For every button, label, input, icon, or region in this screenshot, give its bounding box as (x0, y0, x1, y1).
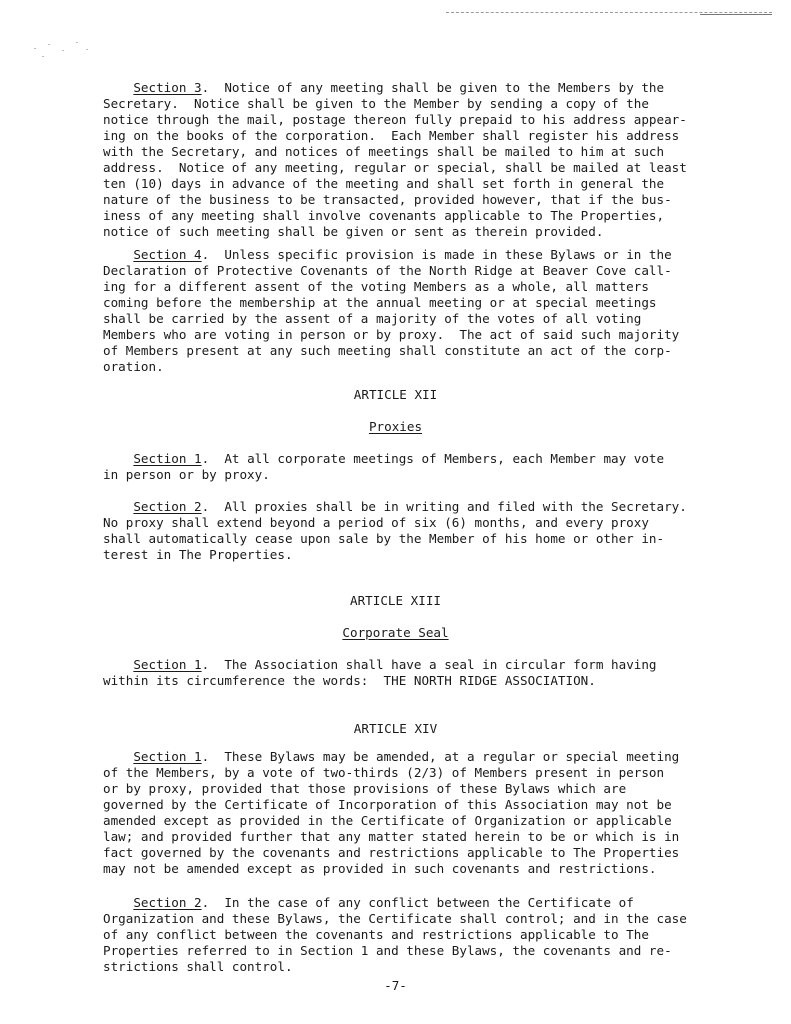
text-line: strictions shall control. (103, 959, 293, 974)
section-label: Section 1 (133, 657, 202, 672)
section-paragraph (103, 451, 703, 483)
section-label: Section 2 (133, 499, 202, 514)
text-line: ing on the books of the corporation. Each Member shall register his address (103, 128, 680, 143)
text-line: Organization and these Bylaws, the Certificate shall control; and in the case (103, 911, 687, 926)
text-line: Section 2. In the case of any conflict between the Certificate of (133, 895, 634, 910)
section-paragraph (103, 247, 703, 375)
section-paragraph (103, 749, 703, 877)
text-line: address. Notice of any meeting, regular or special, shall be mailed at least (103, 160, 687, 175)
text-line: Properties referred to in Section 1 and these Bylaws, the covenants and re- (103, 943, 672, 958)
text-line: in person or by proxy. (103, 467, 270, 482)
text-line: within its circumference the words: THE NORTH RIDGE ASSOCIATION. (103, 673, 596, 688)
text-line: Declaration of Protective Covenants of the North Ridge at Beaver Cove call- (103, 263, 672, 278)
section-label: Section 1 (133, 451, 202, 466)
text-line: Section 2. All proxies shall be in writing and filed with the Secretary. (133, 499, 687, 514)
text-line: Section 3. Notice of any meeting shall be given to the Members by the (133, 80, 665, 95)
text-line: Members who are voting in person or by proxy. The act of said such majority (103, 327, 680, 342)
article-heading: ARTICLE XIV (353, 721, 438, 736)
text-line: Section 1. The Association shall have a seal in circular form having (133, 657, 657, 672)
text-line: terest in The Properties. (103, 547, 293, 562)
text-line: Section 1. At all corporate meetings of Members, each Member may vote (133, 451, 665, 466)
section-label: Section 3 (133, 80, 202, 95)
text-line: law; and provided further that any matter stated herein to be or which is in (103, 829, 680, 844)
text-line: shall automatically cease upon sale by the Member of his home or other in- (103, 531, 665, 546)
text-line: oration. (103, 359, 164, 374)
section-label: Section 4 (133, 247, 202, 262)
text-line: ing for a different assent of the voting Members as a whole, all matters (103, 279, 649, 294)
text-line: Secretary. Notice shall be given to the Member by sending a copy of the (103, 96, 649, 111)
section-label: Section 2 (133, 895, 202, 910)
text-line: of any conflict between the covenants and restrictions applicable to The (103, 927, 649, 942)
text-line: Section 4. Unless specific provision is made in these Bylaws or in the (133, 247, 672, 262)
section-label: Section 1 (133, 749, 202, 764)
text-line: may not be amended except as provided in such covenants and restrictions. (103, 861, 657, 876)
text-line: of Members present at any such meeting shall constitute an act of the corp- (103, 343, 672, 358)
text-line: coming before the membership at the annual meeting or at special meetings (103, 295, 657, 310)
article-heading: ARTICLE XIII (350, 593, 441, 608)
text-line: of the Members, by a vote of two-thirds (2/3) of Members present in person (103, 765, 665, 780)
subheading-text: Corporate Seal (342, 625, 449, 640)
text-line: notice of such meeting shall be given or sent as therein provided. (103, 224, 604, 239)
article-subheading (0, 625, 791, 641)
text-line: nature of the business to be transacted, provided however, that if the bus- (103, 192, 672, 207)
text-line: ten (10) days in advance of the meeting and shall set forth in general the (103, 176, 665, 191)
text-line: amended except as provided in the Certificate of Organization or applicable (103, 813, 672, 828)
text-line: fact governed by the covenants and restrictions applicable to The Properties (103, 845, 680, 860)
article-subheading (0, 419, 791, 435)
section-paragraph (103, 895, 703, 975)
text-line: Section 1. These Bylaws may be amended, at a regular or special meeting (133, 749, 680, 764)
text-line: iness of any meeting shall involve covenants applicable to The Properties, (103, 208, 665, 223)
page-number: -7- (384, 978, 407, 993)
text-line: or by proxy, provided that those provisions of these Bylaws which are (103, 781, 627, 796)
text-line: governed by the Certificate of Incorporation of this Association may not be (103, 797, 672, 812)
text-line: with the Secretary, and notices of meetings shall be mailed to him at such (103, 144, 665, 159)
section-paragraph (103, 657, 703, 689)
article-heading: ARTICLE XII (353, 387, 438, 402)
text-line: shall be carried by the assent of a majority of the votes of all voting (103, 311, 642, 326)
text-line: notice through the mail, postage thereon fully prepaid to his address appear- (103, 112, 687, 127)
text-line: No proxy shall extend beyond a period of six (6) months, and every proxy (103, 515, 649, 530)
section-paragraph (103, 499, 703, 563)
subheading-text: Proxies (368, 419, 423, 434)
section-paragraph (103, 80, 703, 240)
